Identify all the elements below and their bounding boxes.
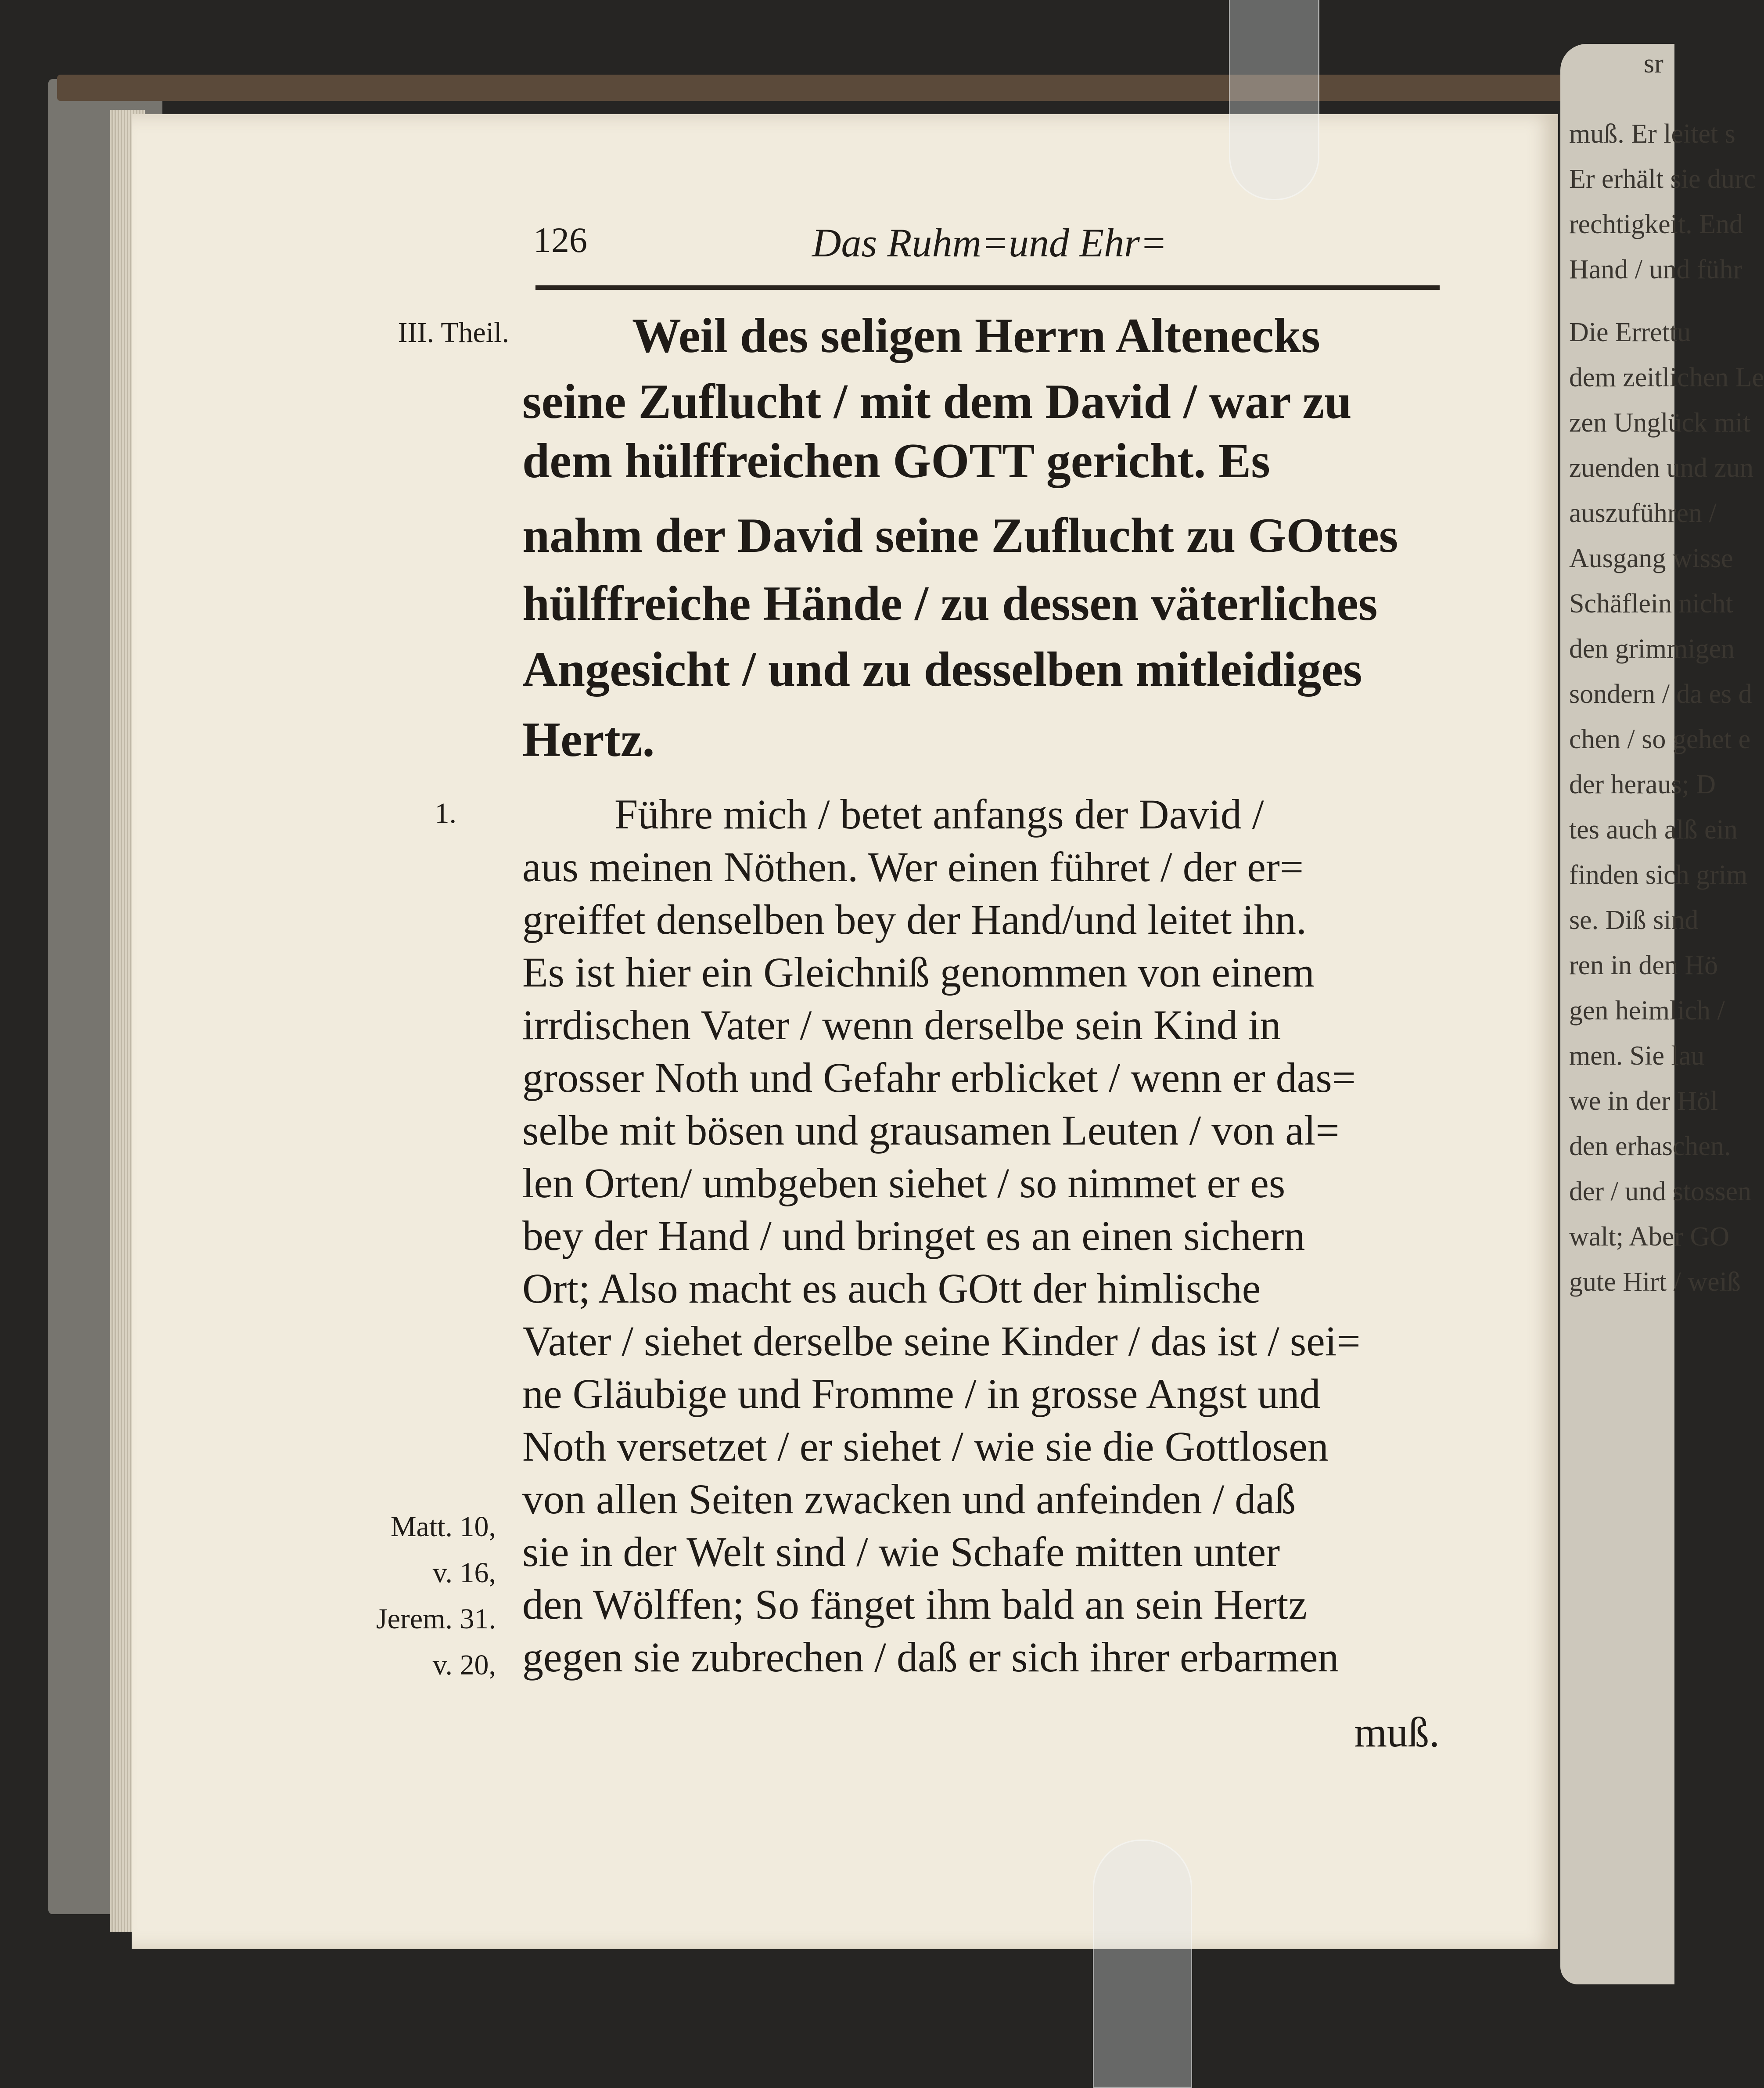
facing-page-line: zen Unglück mit xyxy=(1569,408,1751,438)
facing-page-line: der heraus; D xyxy=(1569,770,1716,799)
facing-page-line: we in der Höl xyxy=(1569,1086,1718,1116)
text-line-content: von allen Seiten zwacken und anfeinden / daß xyxy=(522,1476,1296,1523)
text-line xyxy=(522,575,1440,632)
margin-ref: v. 16, xyxy=(432,1557,496,1589)
text-line xyxy=(522,843,1440,891)
text-line-content: len Orten/ umbgeben siehet / so nimmet er es xyxy=(522,1159,1286,1206)
text-line xyxy=(522,1580,1440,1629)
text-line xyxy=(522,1528,1440,1576)
text-line xyxy=(522,1475,1440,1523)
text-line xyxy=(522,711,1440,768)
catchword: muß. xyxy=(1354,1709,1440,1756)
margin-ref: v. 20, xyxy=(432,1649,496,1681)
text-line xyxy=(522,896,1440,944)
text-line xyxy=(522,507,1440,564)
facing-page-line: rechtigkeit. End xyxy=(1569,209,1743,239)
text-line-content: bey der Hand / und bringet es an einen sichern xyxy=(522,1212,1305,1259)
text-line-content: hülffreiche Hände / zu dessen väterliches xyxy=(522,576,1378,631)
margin-ref: Jerem. 31. xyxy=(376,1603,496,1635)
text-line-content: Weil des seligen Herrn Altenecks xyxy=(632,309,1320,363)
text-line-content: aus meinen Nöthen. Wer einen führet / der er= xyxy=(522,843,1304,890)
text-line xyxy=(522,1212,1440,1260)
facing-page-line: chen / so gehet e xyxy=(1569,724,1751,754)
facing-page-line: Er erhält sie durc xyxy=(1569,164,1756,194)
text-line-content: selbe mit bösen und grausamen Leuten / von al= xyxy=(522,1107,1340,1154)
facing-page-line: tes auch alß ein xyxy=(1569,815,1738,845)
text-line xyxy=(614,790,1440,839)
text-line-content: gegen sie zubrechen / daß er sich ihrer erbarmen xyxy=(522,1634,1339,1681)
text-line-content: Ort; Also macht es auch GOtt der himlische xyxy=(522,1265,1261,1312)
facing-page-header: sr xyxy=(1644,49,1663,79)
text-line-content: dem hülffreichen GOTT gericht. Es xyxy=(522,434,1270,488)
text-line xyxy=(632,307,1440,364)
page-number: 126 xyxy=(533,220,587,260)
text-line-content: greiffet denselben bey der Hand/und leitet ihn. xyxy=(522,896,1307,943)
text-line-content: Angesicht / und zu desselben mitleidiges xyxy=(522,642,1362,697)
text-line xyxy=(522,1106,1440,1155)
facing-page xyxy=(1560,44,1764,1984)
text-line-content: ne Gläubige und Fromme / in grosse Angst und xyxy=(522,1370,1321,1417)
text-line xyxy=(522,1633,1440,1681)
text-line xyxy=(522,641,1440,698)
text-line xyxy=(522,1264,1440,1313)
text-line xyxy=(522,948,1440,997)
text-line xyxy=(522,1001,1440,1049)
book-spine-edge xyxy=(57,75,1567,101)
running-title: Das Ruhm=und Ehr= xyxy=(812,220,1168,265)
facing-page-line: se. Diß sind xyxy=(1569,905,1699,935)
text-line-content: nahm der David seine Zuflucht zu GOttes xyxy=(522,508,1398,563)
text-line-content: Es ist hier ein Gleichniß genommen von einem xyxy=(522,949,1315,996)
facing-page-line: sondern / da es d xyxy=(1569,679,1752,709)
facing-page-line: den grimmigen xyxy=(1569,634,1735,664)
facing-page-line: ren in den Hö xyxy=(1569,950,1718,980)
facing-page-line: gute Hirt / weiß xyxy=(1569,1267,1741,1297)
facing-page-line: Schäflein nicht xyxy=(1569,589,1733,619)
facing-page-line: Hand / und führ xyxy=(1569,255,1742,284)
text-line xyxy=(522,1317,1440,1365)
text-line-content: Noth versetzet / er siehet / wie sie die Gottlosen xyxy=(522,1423,1329,1470)
header-rule xyxy=(535,285,1440,290)
text-line-content: Vater / siehet derselbe seine Kinder / das ist / sei= xyxy=(522,1318,1361,1364)
facing-page-line: gen heimlich / xyxy=(1569,996,1725,1026)
text-line xyxy=(522,1370,1440,1418)
facing-page-line: der / und stossen xyxy=(1569,1177,1752,1206)
facing-page-line: den erhaschen. xyxy=(1569,1131,1731,1161)
margin-note-part: III. Theil. xyxy=(398,317,509,349)
text-line xyxy=(522,373,1440,430)
facing-page-line: muß. Er leitet s xyxy=(1569,119,1735,149)
text-line-content: Führe mich / betet anfangs der David / xyxy=(614,791,1264,838)
facing-page-line: Ausgang wisse xyxy=(1569,544,1733,573)
facing-page-line: Die Errettu xyxy=(1569,317,1691,347)
text-line-content: den Wölffen; So fänget ihm bald an sein Hertz xyxy=(522,1581,1307,1628)
page-holder-clip xyxy=(1229,0,1319,200)
text-line-content: grosser Noth und Gefahr erblicket / wenn er das= xyxy=(522,1054,1356,1101)
text-line xyxy=(522,1159,1440,1207)
facing-page-line: men. Sie lau xyxy=(1569,1041,1705,1071)
margin-note-section: 1. xyxy=(435,797,456,829)
text-line-content: irrdischen Vater / wenn derselbe sein Kind in xyxy=(522,1001,1281,1048)
margin-ref: Matt. 10, xyxy=(390,1511,496,1543)
facing-page-line: finden sich grim xyxy=(1569,860,1748,890)
text-line xyxy=(522,432,1440,490)
page-holder-clip xyxy=(1093,1840,1192,2088)
facing-page-line: auszuführen / xyxy=(1569,498,1717,528)
facing-page-line: dem zeitlichen Le xyxy=(1569,363,1764,392)
facing-page-line: walt; Aber GO xyxy=(1569,1222,1730,1252)
text-line xyxy=(522,1422,1440,1471)
text-line xyxy=(522,1054,1440,1102)
facing-page-line: zuenden und zun xyxy=(1569,453,1754,483)
text-line-content: seine Zuflucht / mit dem David / war zu xyxy=(522,374,1352,429)
text-line-content: Hertz. xyxy=(522,713,655,767)
text-line-content: sie in der Welt sind / wie Schafe mitten unter xyxy=(522,1528,1280,1575)
